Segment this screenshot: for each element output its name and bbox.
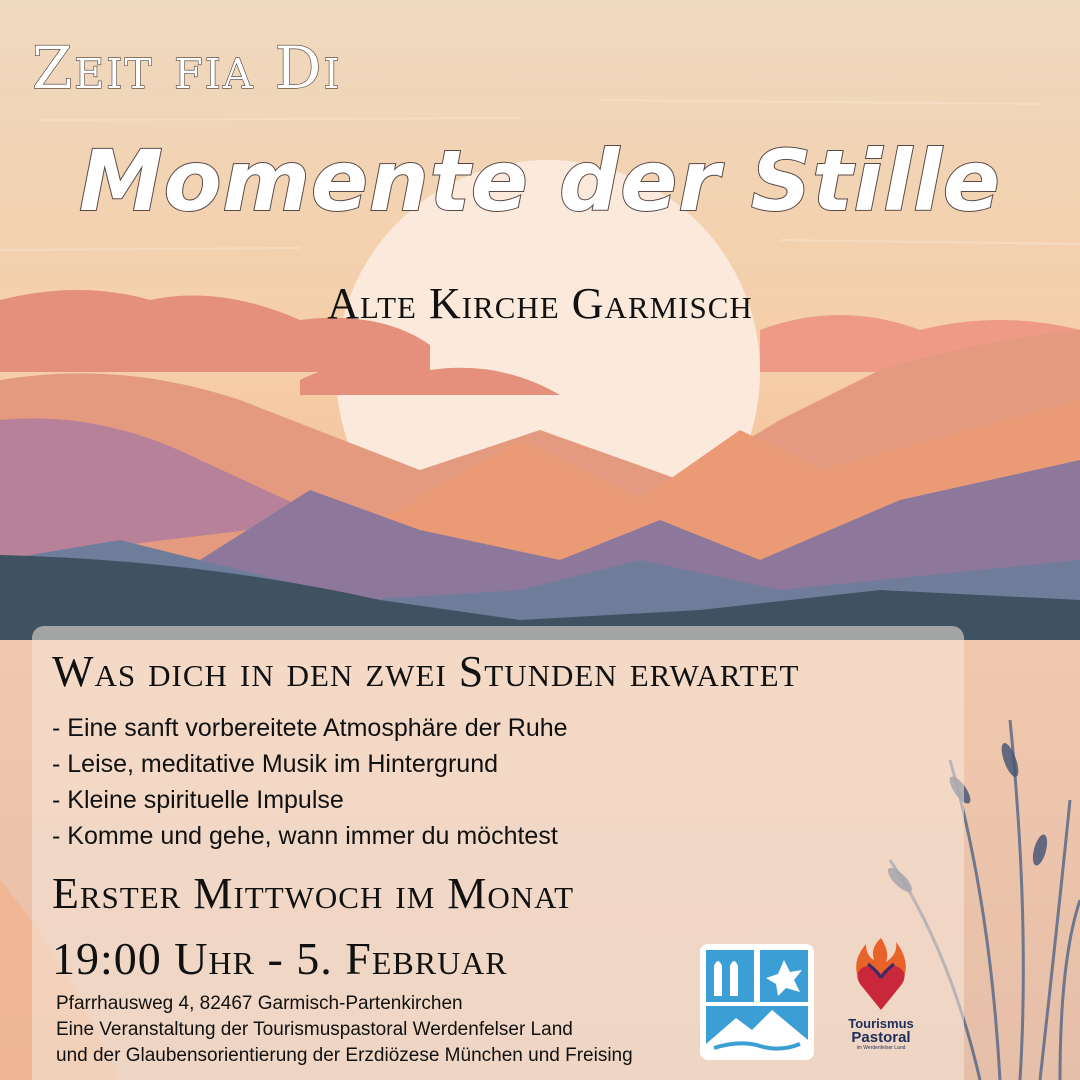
tourismus-pastoral-logo bbox=[846, 934, 916, 1058]
time-date-heading: 19:00 Uhr - 5. Februar bbox=[52, 933, 508, 984]
logo-text-tourismus: Tourismus bbox=[848, 1016, 914, 1031]
organizer-line-2: und der Glaubensorientierung der Erzdiözese München und Freising bbox=[56, 1045, 633, 1066]
feature-item: - Leise, meditative Musik im Hintergrund bbox=[52, 750, 498, 778]
venue-name: Alte Kirche Garmisch bbox=[327, 279, 753, 328]
feature-item: - Komme und gehe, wann immer du möchtest bbox=[52, 822, 558, 850]
werdenfels-logo bbox=[700, 944, 814, 1060]
event-kicker: Zeit fia Di bbox=[32, 34, 342, 102]
details-heading: Was dich in den zwei Stunden erwartet bbox=[52, 647, 800, 696]
feature-list bbox=[52, 710, 568, 854]
address: Pfarrhausweg 4, 82467 Garmisch-Partenkirchen bbox=[56, 993, 463, 1014]
feature-item: - Eine sanft vorbereitete Atmosphäre der Ruhe bbox=[52, 714, 568, 742]
logo-text-region: im Werdenfelser Land bbox=[856, 1045, 906, 1051]
organizer-line-1: Eine Veranstaltung der Tourismuspastoral Werdenfelser Land bbox=[56, 1019, 573, 1040]
feature-item: - Kleine spirituelle Impulse bbox=[52, 786, 344, 814]
event-title: Momente der Stille bbox=[79, 132, 1001, 230]
logo-text-pastoral: Pastoral bbox=[851, 1029, 911, 1046]
flaming-heart-icon bbox=[846, 934, 916, 1012]
recurrence-heading: Erster Mittwoch im Monat bbox=[52, 869, 575, 918]
